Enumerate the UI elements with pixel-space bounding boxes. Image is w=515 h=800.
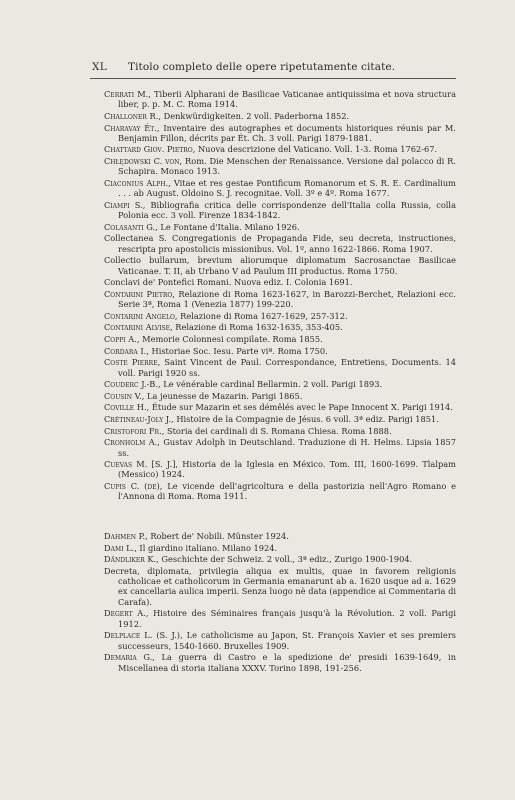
entry-author: Ciampi S.	[104, 199, 143, 210]
page-header	[92, 61, 455, 77]
bibliography-entry	[104, 255, 456, 276]
entry-text: , La guerra di Castro e la spedizione de' presidi 1639-1649, in Miscellanea di storia italiana XXXV. Torino 1898, 191-256.	[118, 652, 457, 673]
entry-author: Contarini Pietro	[104, 288, 173, 299]
entry-author: Challoner R.	[104, 110, 159, 121]
bibliography-group-c	[104, 89, 456, 502]
bibliography-entry	[104, 178, 456, 199]
bibliography-entry	[104, 652, 456, 673]
bibliography-entry	[104, 543, 456, 553]
running-title: Titolo completo delle opere ripetutamente citate.	[128, 61, 396, 73]
entry-text: , Relazione di Roma 1627-1629, 257-312.	[174, 310, 348, 321]
entry-text: , Le Fontane d'Italia. Milano 1926.	[155, 221, 300, 232]
bibliography-entry	[104, 391, 456, 401]
entry-text: , Il giardino italiano. Milano 1924.	[134, 542, 278, 553]
entry-author: Cuevas M. [S. J.]	[104, 459, 176, 470]
entry-author: Ciaconius Alph.	[104, 178, 169, 188]
bibliography-entry	[104, 531, 456, 541]
bibliography-entry	[104, 322, 456, 332]
entry-text: Decreta, diplomata, privilegia aliqua ex multis, quae in favorem religionis catholicae et catholicorum in Germania emanarunt ab a. 1620 usque ad a. 1629 ex cancellaria aulica imperii. Senza luogo nè data (appendice ai Commentaria di Carafa).	[104, 565, 456, 607]
bibliography-entry	[104, 402, 456, 412]
entry-text: , Saint Vincent de Paul. Correspondance, Entretiens, Documents. 14 voll. Parigi 1920 ss.	[118, 357, 457, 378]
entry-text: Collectio bullarum, brevium aliorumque diplomatum Sacrosanctae Basilicae Vaticanae. T. II, ab Urbano V ad Paulum III productus. Roma 1750.	[104, 255, 456, 276]
entry-text: , Gustav Adolph in Deutschland. Traduzione di H. Helms. Lipsia 1857 ss.	[118, 437, 456, 458]
bibliography-entry	[104, 357, 456, 378]
entry-author: Cristofori Fr.	[104, 425, 162, 436]
bibliography-entry	[104, 608, 456, 629]
bibliography-entry	[104, 566, 456, 607]
entry-text: , Historiae Soc. Iesu. Parte viª. Roma 1750.	[146, 345, 328, 356]
entry-text: , Robert de' Nobili. Münster 1924.	[145, 530, 289, 541]
entry-text: , Tiberii Alpharani de Basilicae Vaticanae antiquissima et nova structura liber, p. p. M. C. Roma 1914.	[118, 89, 456, 110]
bibliography-entry	[104, 346, 456, 356]
entry-text: , Relazione di Roma 1632-1635, 353-405.	[170, 322, 343, 333]
bibliography-entry	[104, 123, 456, 144]
bibliography-entry	[104, 233, 456, 254]
entry-text: , Le catholicisme au Japon, St. François Xavier et ses premiers successeurs, 1540-1660. Bruxelles 1909.	[118, 630, 456, 651]
entry-author: Couderc J.-B.	[104, 379, 158, 390]
bibliography-entry	[104, 89, 456, 110]
entry-text: , Relazione di Roma 1623-1627, in Barozzi-Berchet, Relazioni ecc. Serie 3ª, Roma 1 (Venezia 1877) 199-220.	[118, 288, 456, 310]
entry-text: , Memorie Colonnesi compilate. Roma 1855.	[136, 334, 323, 345]
entry-author: Chłędowski C. von	[104, 156, 180, 167]
bibliography-entry	[104, 414, 456, 424]
entry-author: Dami L.	[104, 542, 135, 553]
bibliography-entry	[104, 144, 456, 154]
entry-author: Cupis C. (de)	[104, 481, 160, 492]
entry-author: Coppi A.	[104, 334, 137, 345]
bibliography-entry	[104, 459, 456, 480]
entry-text: , Étude sur Mazarin et ses démêlés avec le Pape Innocent X. Parigi 1914.	[146, 402, 453, 413]
header-rule	[90, 78, 456, 79]
entry-text: , La jeunesse de Mazarin. Parigi 1865.	[141, 390, 303, 401]
entry-text: , Storia dei cardinali di S. Romana Chiesa. Roma 1888.	[161, 425, 392, 436]
entry-author: Chattard Giov. Pietro	[104, 144, 193, 155]
entry-author: Crétineau-Joly J.	[104, 413, 172, 424]
entry-text: Collectanea S. Congregationis de Propaganda Fide, seu decreta, instructiones, rescripta pro apostolicis missionibus. Vol. 1º, anno 1622-1866. Roma 1907.	[104, 233, 456, 254]
bibliography-list	[104, 89, 456, 674]
entry-text: , Le vicende dell'agricoltura e della pastorizia nell'Agro Romano e l'Annona di Roma. Roma 1911.	[118, 481, 456, 502]
bibliography-entry	[104, 426, 456, 436]
entry-author: Colasanti G.	[104, 221, 156, 232]
bibliography-group-d	[104, 531, 456, 673]
entry-author: Cerrati M.	[104, 89, 149, 99]
entry-author: Cordara I.	[104, 345, 147, 356]
bibliography-entry	[104, 200, 456, 221]
entry-author: Dahmen P.	[104, 530, 146, 541]
group-gap	[104, 503, 456, 531]
entry-text: , Historia de la Iglesia en México. Tom. III, 1600-1699. Tlalpam (Messico) 1924.	[118, 459, 457, 480]
bibliography-entry	[104, 379, 456, 389]
entry-author: Charavay Ét.	[104, 122, 157, 133]
entry-author: Demaria G.	[104, 652, 153, 663]
entry-author: Contarini Angelo	[104, 310, 175, 321]
bibliography-entry	[104, 222, 456, 232]
bibliography-entry	[104, 277, 456, 287]
entry-text: , Inventaire des autographes et documents historiques réunis par M. Benjamin Fillon, décrits par Ét. Ch. 3 voll. Parigi 1879-1881.	[118, 122, 456, 143]
bibliography-entry	[104, 437, 456, 458]
entry-text: , Vitae et res gestae Pontificum Romanorum et S. R. E. Cardinalium . . . ab August. Oldoino S. J. recognitae. Voll. 3º e 4º. Roma 1677.	[118, 178, 456, 199]
entry-author: Dändliker K.	[104, 554, 157, 565]
bibliography-entry	[104, 311, 456, 321]
entry-author: Delplace L. (S. J.)	[104, 630, 181, 641]
entry-text: , Histoire de la Compagnie de Jésus. 6 voll. 3ª ediz. Parigi 1851.	[171, 413, 439, 424]
entry-text: , Le vénérable cardinal Bellarmin. 2 voll. Parigi 1893.	[157, 379, 383, 390]
entry-text: , Histoire des Séminaires français jusqu'à la Révolution. 2 voll. Parigi 1912.	[118, 608, 456, 629]
entry-text: , Denkwürdigkeiten. 2 voll. Paderborna 1852.	[158, 110, 350, 121]
bibliography-entry	[104, 289, 456, 310]
bibliography-entry	[104, 554, 456, 564]
bibliography-entry	[104, 630, 456, 651]
entry-text: , Geschichte der Schweiz. 2 voll., 3ª ediz., Zurigo 1900-1904.	[156, 554, 413, 565]
bibliography-entry	[104, 481, 456, 502]
page-number: XL	[92, 61, 108, 73]
entry-text: Conclavi de' Pontefici Romani. Nuova ediz. I. Colonia 1691.	[104, 277, 353, 288]
entry-author: Cronholm A.	[104, 437, 158, 448]
entry-text: , Nuova descrizione del Vaticano. Voll. 1-3. Roma 1762-67.	[192, 144, 438, 155]
bibliography-entry	[104, 156, 456, 177]
entry-author: Coville H.	[104, 402, 147, 413]
entry-text: , Rom. Die Menschen der Renaissance. Versione dal polacco di R. Schapira. Monaco 1913.	[118, 156, 456, 177]
entry-text: , Bibliografia critica delle corrispondenze dell'Italia colla Russia, colla Polonia ecc. 3 voll. Firenze 1834-1842.	[118, 199, 456, 221]
entry-author: Degert A.	[104, 608, 146, 619]
bibliography-entry	[104, 334, 456, 344]
bibliography-entry	[104, 111, 456, 121]
entry-author: Contarini Alvise	[104, 322, 171, 333]
entry-author: Coste Pierre	[104, 357, 158, 368]
entry-author: Cousin V.	[104, 390, 142, 401]
